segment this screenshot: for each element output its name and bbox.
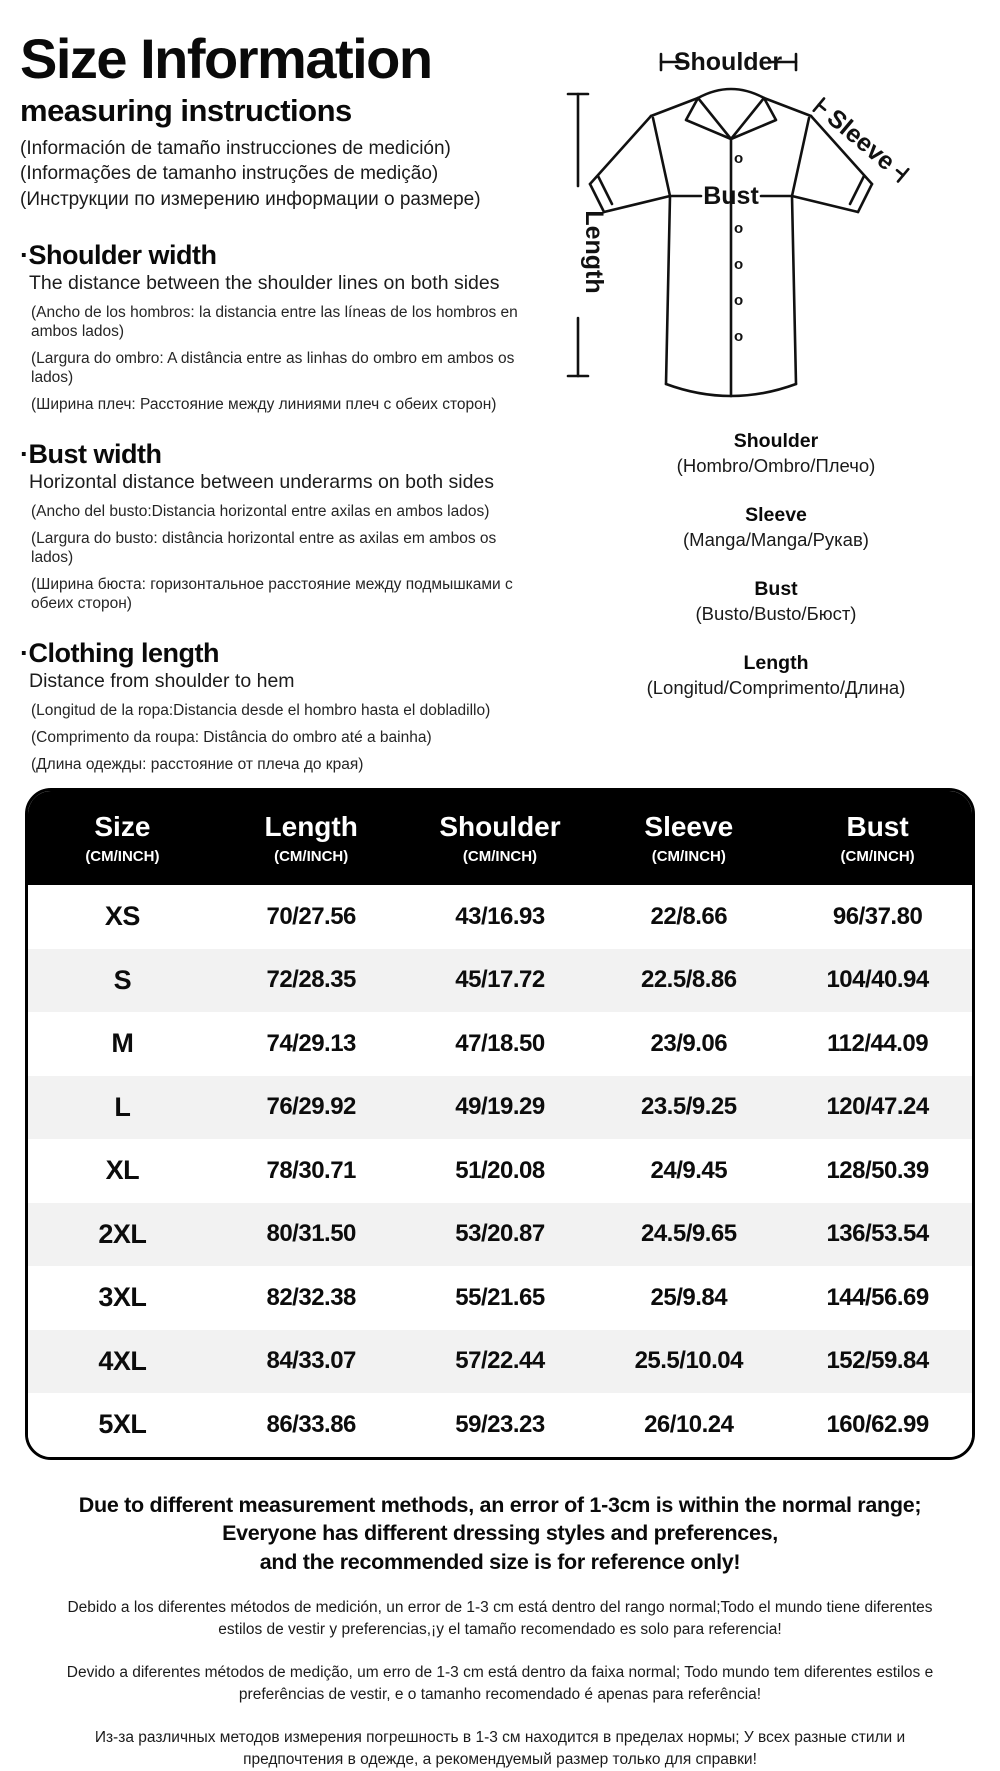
legend-translation: (Hombro/Ombro/Плечо) bbox=[552, 455, 1000, 477]
col-label: Bust bbox=[783, 811, 972, 843]
section-title: ·Shoulder width bbox=[20, 240, 552, 271]
cell-length: 82/32.38 bbox=[217, 1284, 406, 1312]
cell-sleeve: 25/9.84 bbox=[594, 1284, 783, 1312]
svg-text:o: o bbox=[734, 150, 743, 167]
col-label: Length bbox=[217, 811, 406, 843]
cell-sleeve: 23/9.06 bbox=[594, 1030, 783, 1058]
legend-name: Sleeve bbox=[552, 504, 1000, 527]
cell-sleeve: 22/8.66 bbox=[594, 903, 783, 931]
col-unit: (CM/INCH) bbox=[783, 848, 972, 865]
cell-length: 80/31.50 bbox=[217, 1220, 406, 1248]
cell-length: 72/28.35 bbox=[217, 966, 406, 994]
footer-translation-pt: Devido a diferentes métodos de medição, um erro de 1-3 cm está dentro da faixa normal; Todo mundo tem diferentes estilos e preferências de vestir, e o tamanho recomendado é apenas para referência! bbox=[50, 1662, 950, 1706]
section-title: ·Clothing length bbox=[20, 638, 552, 669]
section-translation-es: (Ancho del busto:Distancia horizontal entre axilas en ambos lados) bbox=[31, 502, 536, 521]
cell-size: 3XL bbox=[28, 1282, 217, 1313]
cell-sleeve: 22.5/8.86 bbox=[594, 966, 783, 994]
table-row-s bbox=[28, 949, 972, 1013]
svg-text:o: o bbox=[734, 292, 743, 309]
table-row-xl bbox=[28, 1139, 972, 1203]
section-description: Horizontal distance between underarms on both sides bbox=[29, 471, 552, 494]
instructions-column bbox=[0, 0, 552, 788]
svg-text:o: o bbox=[734, 220, 743, 237]
cell-size: M bbox=[28, 1028, 217, 1059]
legend-translation: (Busto/Busto/Бюст) bbox=[552, 603, 1000, 625]
table-row-l bbox=[28, 1076, 972, 1140]
cell-size: 5XL bbox=[28, 1409, 217, 1440]
cell-bust: 128/50.39 bbox=[783, 1157, 972, 1185]
sleeve-diagram-label: Sleeve bbox=[822, 104, 901, 176]
cell-length: 76/29.92 bbox=[217, 1093, 406, 1121]
shirt-diagram bbox=[556, 36, 996, 404]
cell-sleeve: 24.5/9.65 bbox=[594, 1220, 783, 1248]
cell-shoulder: 51/20.08 bbox=[406, 1157, 595, 1185]
cell-bust: 112/44.09 bbox=[783, 1030, 972, 1058]
legend-name: Shoulder bbox=[552, 430, 1000, 453]
col-label: Shoulder bbox=[406, 811, 595, 843]
col-unit: (CM/INCH) bbox=[28, 848, 217, 865]
section-translation-ru: (Длина одежды: расстояние от плеча до края) bbox=[31, 755, 536, 774]
legend-name: Length bbox=[552, 652, 1000, 675]
svg-text:o: o bbox=[734, 256, 743, 273]
cell-size: 2XL bbox=[28, 1219, 217, 1250]
cell-size: L bbox=[28, 1092, 217, 1123]
length-diagram-label: Length bbox=[580, 210, 608, 293]
cell-length: 84/33.07 bbox=[217, 1347, 406, 1375]
title-translations bbox=[20, 137, 552, 212]
table-row-5xl bbox=[28, 1393, 972, 1457]
cell-bust: 152/59.84 bbox=[783, 1347, 972, 1375]
cell-sleeve: 23.5/9.25 bbox=[594, 1093, 783, 1121]
cell-length: 86/33.86 bbox=[217, 1411, 406, 1439]
title-translation-ru: (Инструкции по измерению информации о размере) bbox=[20, 188, 552, 212]
cell-length: 74/29.13 bbox=[217, 1030, 406, 1058]
legend-bust bbox=[552, 578, 1000, 625]
col-header-shoulder bbox=[406, 811, 595, 865]
footer-translation-es: Debido a los diferentes métodos de medición, un error de 1-3 cm está dentro del rango normal;Todo el mundo tiene diferentes estilos de vestir y preferencias,¡y el tamaño recomendado es solo para referencia! bbox=[50, 1597, 950, 1641]
cell-size: S bbox=[28, 965, 217, 996]
col-header-size bbox=[28, 811, 217, 865]
col-header-sleeve bbox=[594, 811, 783, 865]
legend-sleeve bbox=[552, 504, 1000, 551]
diagram-column bbox=[552, 0, 1000, 788]
cell-shoulder: 55/21.65 bbox=[406, 1284, 595, 1312]
cell-sleeve: 25.5/10.04 bbox=[594, 1347, 783, 1375]
section-shoulder-width bbox=[20, 240, 552, 414]
col-unit: (CM/INCH) bbox=[594, 848, 783, 865]
table-row-4xl bbox=[28, 1330, 972, 1394]
shoulder-diagram-label: Shoulder bbox=[674, 48, 783, 76]
notice-line-2: Everyone has different dressing styles and preferences, bbox=[0, 1519, 1000, 1548]
cell-bust: 160/62.99 bbox=[783, 1411, 972, 1439]
cell-shoulder: 53/20.87 bbox=[406, 1220, 595, 1248]
size-table bbox=[25, 788, 975, 1460]
section-description: The distance between the shoulder lines on both sides bbox=[29, 272, 552, 295]
cell-bust: 144/56.69 bbox=[783, 1284, 972, 1312]
cell-size: XS bbox=[28, 901, 217, 932]
section-translation-ru: (Ширина бюста: горизонтальное расстояние между подмышками с обеих сторон) bbox=[31, 575, 536, 613]
legend-translation: (Manga/Manga/Рукав) bbox=[552, 529, 1000, 551]
legend-translation: (Longitud/Comprimento/Длина) bbox=[552, 677, 1000, 699]
cell-shoulder: 47/18.50 bbox=[406, 1030, 595, 1058]
title-translation-pt: (Informações de tamanho instruções de medição) bbox=[20, 162, 552, 186]
buttons bbox=[734, 150, 743, 345]
section-translation-pt: (Largura do ombro: A distância entre as linhas do ombro em ambos os lados) bbox=[31, 349, 536, 387]
section-bust-width bbox=[20, 439, 552, 613]
section-translation-es: (Longitud de la ropa:Distancia desde el hombro hasta el dobladillo) bbox=[31, 701, 536, 720]
legend-shoulder bbox=[552, 430, 1000, 477]
cell-length: 70/27.56 bbox=[217, 903, 406, 931]
legend-length bbox=[552, 652, 1000, 699]
cell-shoulder: 59/23.23 bbox=[406, 1411, 595, 1439]
top-section bbox=[0, 0, 1000, 788]
col-header-bust bbox=[783, 811, 972, 865]
legend-name: Bust bbox=[552, 578, 1000, 601]
length-measure bbox=[568, 94, 608, 376]
section-translation-es: (Ancho de los hombros: la distancia entre las líneas de los hombros en ambos lados) bbox=[31, 303, 536, 341]
cell-shoulder: 43/16.93 bbox=[406, 903, 595, 931]
bust-diagram-label: Bust bbox=[703, 182, 759, 210]
section-translation-pt: (Comprimento da roupa: Distância do ombro até a bainha) bbox=[31, 728, 536, 747]
cell-length: 78/30.71 bbox=[217, 1157, 406, 1185]
size-table-header bbox=[28, 791, 972, 885]
cell-shoulder: 49/19.29 bbox=[406, 1093, 595, 1121]
cell-bust: 96/37.80 bbox=[783, 903, 972, 931]
size-table-body bbox=[28, 885, 972, 1457]
cell-bust: 136/53.54 bbox=[783, 1220, 972, 1248]
col-header-length bbox=[217, 811, 406, 865]
svg-text:o: o bbox=[734, 328, 743, 345]
bust-measure bbox=[670, 182, 792, 210]
section-translation-pt: (Largura do busto: distância horizontal entre as axilas em ambos os lados) bbox=[31, 529, 536, 567]
col-unit: (CM/INCH) bbox=[217, 848, 406, 865]
cell-sleeve: 24/9.45 bbox=[594, 1157, 783, 1185]
page-title: Size Information bbox=[20, 30, 552, 89]
title-translation-es: (Información de tamaño instrucciones de medición) bbox=[20, 137, 552, 161]
col-label: Sleeve bbox=[594, 811, 783, 843]
cell-bust: 120/47.24 bbox=[783, 1093, 972, 1121]
cell-size: 4XL bbox=[28, 1346, 217, 1377]
diagram-legend bbox=[552, 430, 1000, 699]
page-subtitle: measuring instructions bbox=[20, 93, 552, 129]
footer-notes bbox=[0, 1491, 1000, 1771]
section-translation-ru: (Ширина плеч: Расстояние между линиями плеч с обеих сторон) bbox=[31, 395, 536, 414]
table-row-2xl bbox=[28, 1203, 972, 1267]
notice-line-1: Due to different measurement methods, an error of 1-3cm is within the normal range; bbox=[0, 1491, 1000, 1520]
notice-line-3: and the recommended size is for reference only! bbox=[0, 1548, 1000, 1577]
col-unit: (CM/INCH) bbox=[406, 848, 595, 865]
section-clothing-length bbox=[20, 638, 552, 774]
cell-shoulder: 45/17.72 bbox=[406, 966, 595, 994]
shoulder-measure bbox=[661, 48, 796, 76]
section-title: ·Bust width bbox=[20, 439, 552, 470]
cell-shoulder: 57/22.44 bbox=[406, 1347, 595, 1375]
table-row-m bbox=[28, 1012, 972, 1076]
cell-sleeve: 26/10.24 bbox=[594, 1411, 783, 1439]
footer-translation-ru: Из-за различных методов измерения погрешность в 1-3 см находится в пределах нормы; У всех разные стили и предпочтения в одежде, а рекомендуемый размер только для справки! bbox=[50, 1727, 950, 1771]
section-description: Distance from shoulder to hem bbox=[29, 670, 552, 693]
cell-size: XL bbox=[28, 1155, 217, 1186]
col-label: Size bbox=[28, 811, 217, 843]
cell-bust: 104/40.94 bbox=[783, 966, 972, 994]
table-row-xs bbox=[28, 885, 972, 949]
table-row-3xl bbox=[28, 1266, 972, 1330]
